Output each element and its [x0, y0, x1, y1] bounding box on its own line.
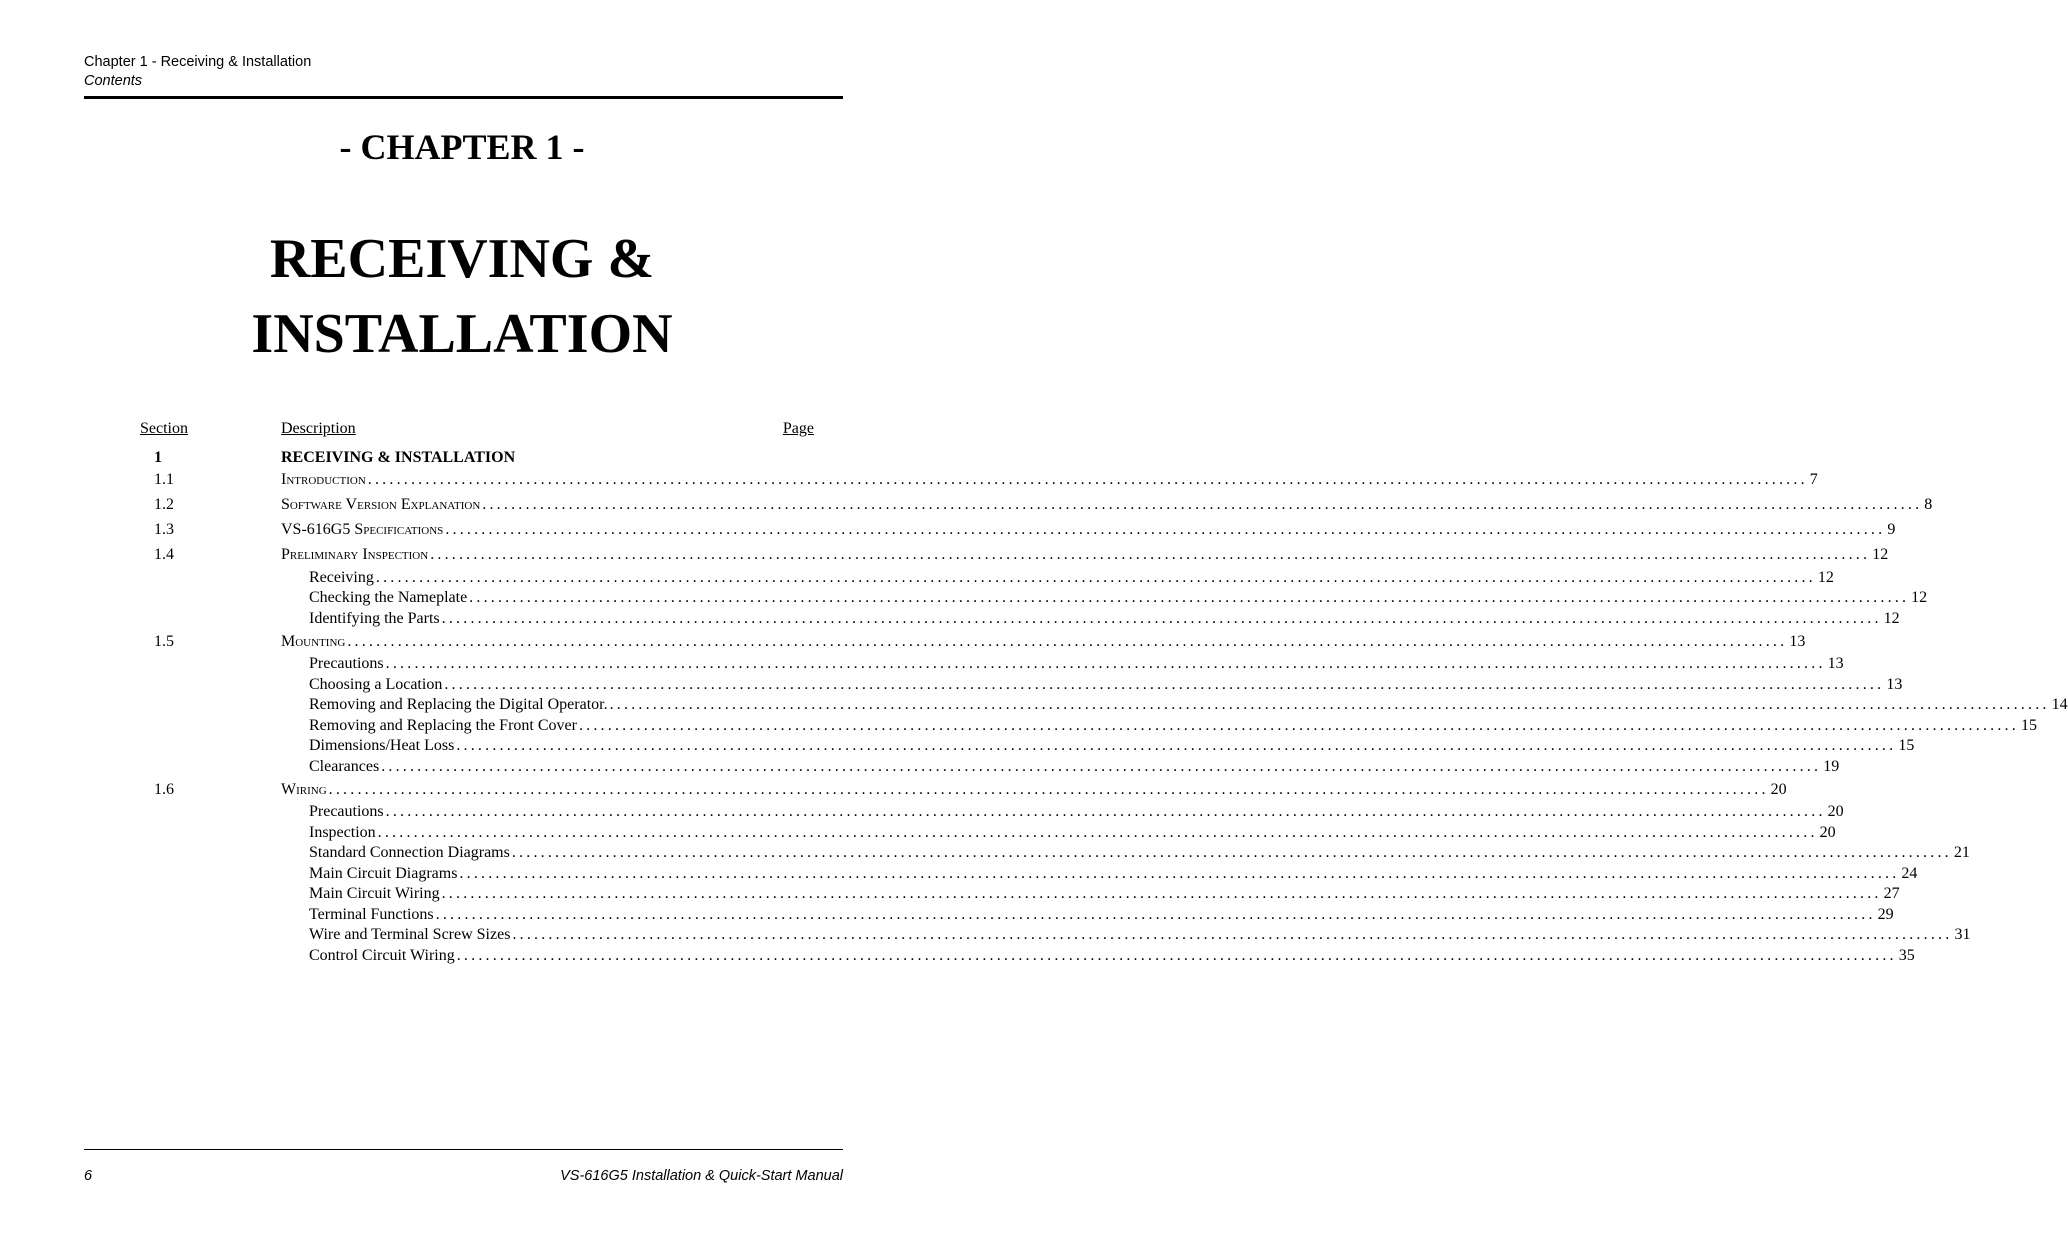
toc-entry: [0, 609, 1900, 629]
toc-entry-leader-line: [281, 520, 1896, 540]
toc-entry-title: Precautions: [309, 803, 384, 820]
toc-entry-section: 1.6: [154, 781, 174, 798]
toc-entry-page: 8: [1924, 496, 1933, 513]
toc-entry-page: 12: [1911, 589, 1928, 606]
toc-entry: [0, 520, 1896, 540]
toc-entry: [0, 545, 1889, 565]
toc-entry-leader-line: [309, 864, 1918, 884]
toc-entry-title: Main Circuit Diagrams: [309, 865, 458, 882]
toc-entry-dot-leader: ........................................................................................................................................................................................................: [441, 610, 1882, 627]
toc-entry: [0, 470, 1818, 490]
toc-entry-dot-leader: ........................................................................................................................................................................................................: [367, 471, 1808, 488]
footer-manual-title: VS-616G5 Installation & Quick-Start Manual: [560, 1168, 843, 1184]
toc-main-row: [0, 448, 954, 468]
toc-entry-dot-leader: ........................................................................................................................................................................................................: [445, 521, 1886, 538]
toc-entry: [0, 675, 1903, 695]
toc-entry-dot-leader: ........................................................................................................................................................................................................: [578, 717, 2019, 734]
toc-entry-title: Clearances: [309, 758, 380, 775]
toc-entry-title: Wire and Terminal Screw Sizes: [309, 926, 511, 943]
toc-entry-leader-line: [309, 654, 1844, 674]
toc-header-description: Description: [281, 420, 356, 437]
toc-entry-leader-line: [281, 545, 1889, 565]
toc-entry-title: Removing and Replacing the Front Cover: [309, 717, 577, 734]
toc-entry-page: 12: [1872, 546, 1889, 563]
toc-entry-title: Introduction: [281, 471, 366, 488]
toc-entry-title: Terminal Functions: [309, 906, 434, 923]
toc-entry: [0, 925, 1971, 945]
toc-entry-page: 21: [1953, 844, 1970, 861]
chapter-title-line-2: INSTALLATION: [251, 303, 673, 365]
header-chapter: Chapter 1 - Receiving & Installation: [84, 54, 312, 70]
toc-entry-title: Dimensions/Heat Loss: [309, 737, 455, 754]
toc-entry-leader-line: [281, 495, 1933, 515]
toc-entry-leader-line: [309, 905, 1894, 925]
toc-entry-leader-line: [309, 802, 1844, 822]
toc-main-section: 1: [154, 449, 162, 466]
toc-entry-page: 20: [1827, 803, 1844, 820]
toc-entry-leader-line: [309, 757, 1840, 777]
toc-entry-dot-leader: ........................................................................................................................................................................................................: [375, 569, 1816, 586]
toc-entry-section: 1.1: [154, 471, 174, 488]
toc-entry-section: 1.2: [154, 496, 174, 513]
toc-entry: [0, 568, 1834, 588]
toc-entry-page: 20: [1770, 781, 1787, 798]
toc-main-title: RECEIVING & INSTALLATION: [281, 449, 516, 466]
toc-entry-page: 13: [1827, 655, 1844, 672]
toc-entry-leader-line: [281, 632, 1806, 652]
toc-entry: [0, 823, 1836, 843]
toc-entry-leader-line: [309, 675, 1903, 695]
toc-entry-title: Preliminary Inspection: [281, 546, 429, 563]
toc-entry-page: 13: [1886, 676, 1903, 693]
toc-entry-page: 13: [1789, 633, 1806, 650]
toc-entry-title: Checking the Nameplate: [309, 589, 468, 606]
toc-entry-page: 19: [1823, 758, 1840, 775]
toc-entry-title: Standard Connection Diagrams: [309, 844, 510, 861]
toc-entry-dot-leader: ........................................................................................................................................................................................................: [377, 824, 1818, 841]
toc-entry-dot-leader: ........................................................................................................................................................................................................: [430, 546, 1871, 563]
toc-entry: [0, 802, 1844, 822]
toc-entry-title: Precautions: [309, 655, 384, 672]
toc-entry-dot-leader: ........................................................................................................................................................................................................: [469, 589, 1910, 606]
toc-entry-dot-leader: ........................................................................................................................................................................................................: [381, 758, 1822, 775]
toc-entry-page: 31: [1954, 926, 1971, 943]
toc-entry-title: Identifying the Parts: [309, 610, 440, 627]
toc-entry-leader-line: [309, 588, 1928, 608]
toc-entry-dot-leader: ........................................................................................................................................................................................................: [459, 865, 1900, 882]
toc-entry-leader-line: [309, 884, 1900, 904]
toc-entry-title: Main Circuit Wiring: [309, 885, 440, 902]
toc-entry-dot-leader: ........................................................................................................................................................................................................: [482, 496, 1923, 513]
toc-entry-dot-leader: ........................................................................................................................................................................................................: [441, 885, 1882, 902]
toc-entry-page: 12: [1883, 610, 1900, 627]
toc-entry-page: 12: [1817, 569, 1834, 586]
toc-entry-page: 35: [1898, 947, 1915, 964]
toc-entry: [0, 843, 1970, 863]
toc-entry-leader-line: [309, 946, 1915, 966]
running-header: [84, 53, 311, 91]
toc-entry-leader-line: [281, 780, 1787, 800]
toc-header-page: Page: [782, 420, 814, 437]
footer-rule: [84, 1149, 843, 1150]
toc-entry-page: 9: [1887, 521, 1896, 538]
toc-entry-page: 24: [1901, 865, 1918, 882]
toc-entry-dot-leader: ........................................................................................................................................................................................................: [609, 696, 2050, 713]
toc-entry: [0, 632, 1806, 652]
toc-entry-page: 15: [1898, 737, 1915, 754]
toc-entry-section: 1.4: [154, 546, 174, 563]
header-contents: Contents: [84, 73, 143, 89]
toc-entry: [0, 695, 2068, 715]
toc-entry: [0, 905, 1894, 925]
toc-entry-dot-leader: ........................................................................................................................................................................................................: [511, 844, 1952, 861]
toc-entry-leader-line: [309, 736, 1915, 756]
toc-entry-leader-line: [281, 470, 1818, 490]
toc-entry: [0, 588, 1928, 608]
toc-entry-dot-leader: ........................................................................................................................................................................................................: [347, 633, 1788, 650]
toc-entry-title: VS-616G5 Specifications: [281, 521, 444, 538]
header-rule: [84, 96, 843, 99]
toc-entry: [0, 946, 1915, 966]
toc-entry: [0, 864, 1918, 884]
toc-entry-title: Choosing a Location: [309, 676, 443, 693]
toc-entry: [0, 736, 1915, 756]
toc-entry: [0, 757, 1840, 777]
toc-entry-title: Receiving: [309, 569, 374, 586]
toc-entry-dot-leader: ........................................................................................................................................................................................................: [512, 926, 1953, 943]
toc-entry-title: Mounting: [281, 633, 346, 650]
toc-entry-leader-line: [309, 568, 1834, 588]
toc-entry: [0, 780, 1787, 800]
toc-entry-page: 27: [1883, 885, 1900, 902]
toc-entry-dot-leader: ........................................................................................................................................................................................................: [435, 906, 1876, 923]
toc-entry-leader-line: [309, 609, 1900, 629]
toc-entry-dot-leader: ........................................................................................................................................................................................................: [456, 737, 1897, 754]
chapter-title-line-1: RECEIVING &: [269, 228, 655, 290]
toc-entry-section: 1.3: [154, 521, 174, 538]
toc-entry: [0, 716, 2037, 736]
toc-entry-page: 29: [1877, 906, 1894, 923]
toc-entry-dot-leader: ........................................................................................................................................................................................................: [444, 676, 1885, 693]
toc-entry-dot-leader: ........................................................................................................................................................................................................: [328, 781, 1769, 798]
toc-entry: [0, 495, 1933, 515]
toc-entry-leader-line: [309, 716, 2037, 736]
toc-entry-dot-leader: ........................................................................................................................................................................................................: [385, 655, 1826, 672]
toc-entry-leader-line: [309, 843, 1970, 863]
toc-entry-page: 7: [1809, 471, 1818, 488]
toc-entry-dot-leader: ........................................................................................................................................................................................................: [456, 947, 1897, 964]
toc-entry-title: Software Version Explanation: [281, 496, 481, 513]
toc-entry: [0, 654, 1844, 674]
footer-page-number: 6: [84, 1168, 93, 1184]
toc-entry-page: 14: [2051, 696, 2068, 713]
toc-entry-page: 20: [1819, 824, 1836, 841]
chapter-title: [0, 222, 924, 372]
toc-entry: [0, 884, 1900, 904]
chapter-label: - CHAPTER 1 -: [339, 127, 585, 167]
toc-entry-dot-leader: ........................................................................................................................................................................................................: [385, 803, 1826, 820]
toc-entry-title: Removing and Replacing the Digital Operator.: [309, 696, 608, 713]
toc-entry-leader-line: [309, 695, 2068, 715]
toc-entry-section: 1.5: [154, 633, 174, 650]
toc-entry-leader-line: [309, 925, 1971, 945]
toc-entry-title: Wiring: [281, 781, 327, 798]
toc-entry-title: Control Circuit Wiring: [309, 947, 455, 964]
toc-header-section: Section: [140, 420, 188, 437]
toc-entry-leader-line: [309, 823, 1836, 843]
toc-entry-title: Inspection: [309, 824, 376, 841]
toc-entry-page: 15: [2020, 717, 2037, 734]
